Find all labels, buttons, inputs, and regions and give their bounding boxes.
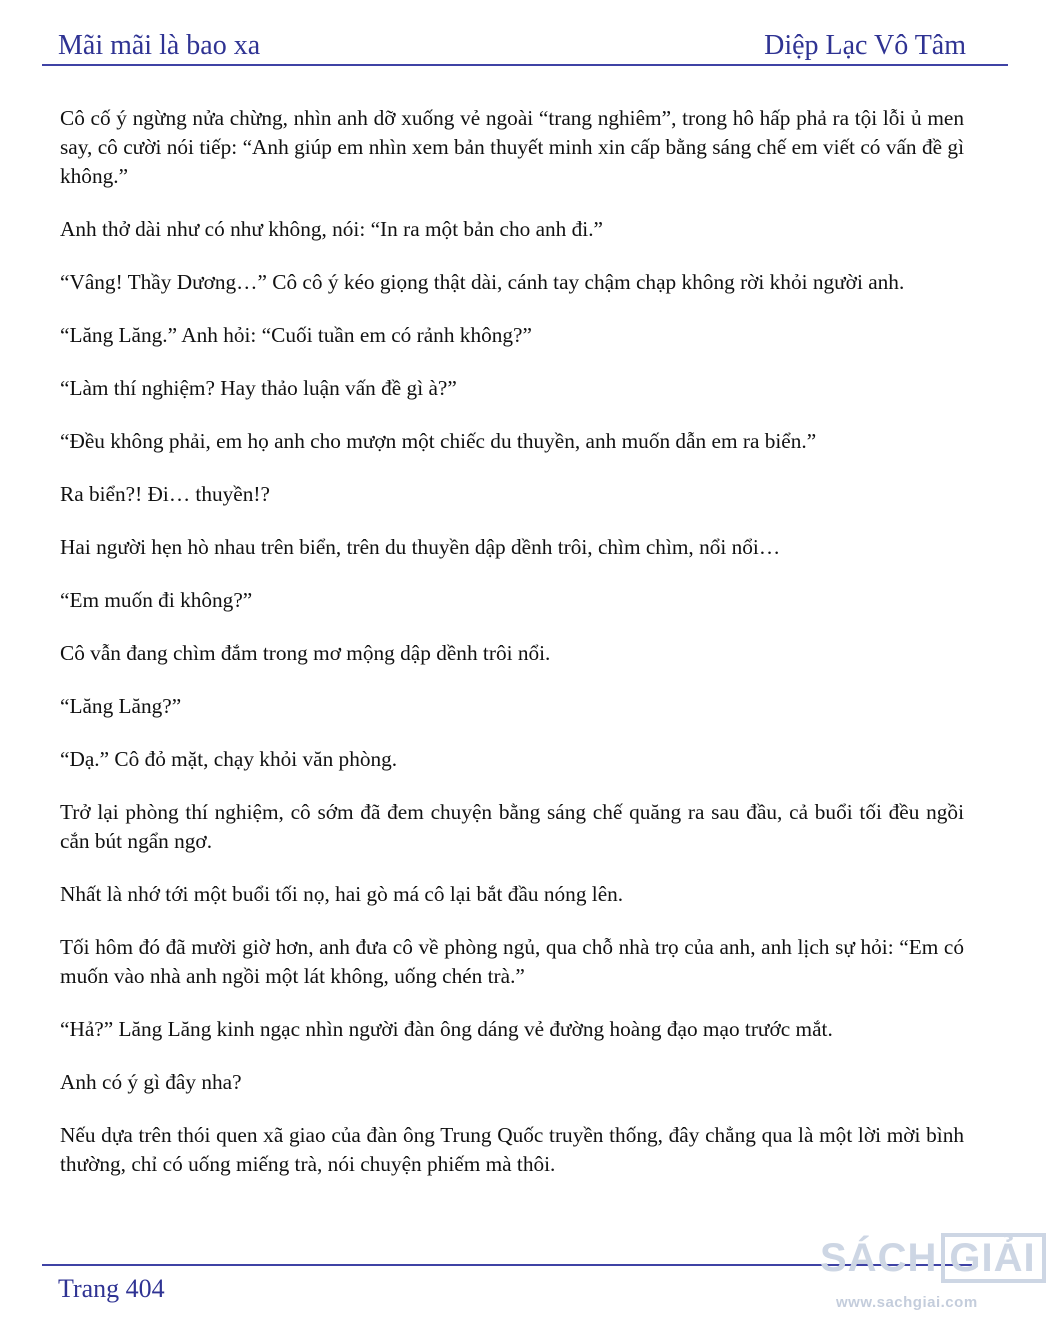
watermark-logo [816,1232,1036,1322]
paragraph: “Em muốn đi không?” [60,588,253,612]
paragraph: Ra biển?! Đi… thuyền!? [60,482,270,506]
book-title: Mãi mãi là bao xa [58,30,261,61]
paragraph: Trở lại phòng thí nghiệm, cô sớm đã đem chuyện bằng sáng chế quăng ra sau đầu, cả buổi tối đều ngồi cắn bút ngẩn ngơ. [60,800,964,853]
paragraph: Cô cố ý ngừng nửa chừng, nhìn anh dỡ xuống vẻ ngoài “trang nghiêm”, trong hô hấp phả ra tội lỗi ủ men say, cô cười nói tiếp: “Anh giúp em nhìn xem bản thuyết minh xin cấp bằng sáng chế em viết có vấn đề gì không.” [60,106,964,188]
author-name: Diệp Lạc Vô Tâm [764,30,966,61]
paragraph: Anh thở dài như có như không, nói: “In ra một bản cho anh đi.” [60,217,603,241]
paragraph: Anh có ý gì đây nha? [60,1070,242,1094]
paragraph: “Làm thí nghiệm? Hay thảo luận vấn đề gì à?” [60,376,457,400]
paragraph: “Lăng Lăng.” Anh hỏi: “Cuối tuần em có rảnh không?” [60,323,532,347]
page-header [58,22,966,62]
paragraph: “Hả?” Lăng Lăng kinh ngạc nhìn người đàn ông dáng vẻ đường hoàng đạo mạo trước mắt. [60,1017,833,1041]
paragraph: “Vâng! Thầy Dương…” Cô cô ý kéo giọng thật dài, cánh tay chậm chạp không rời khỏi người anh. [60,270,905,294]
paragraph: Cô vẫn đang chìm đắm trong mơ mộng dập dềnh trôi nổi. [60,641,551,665]
paragraph: “Đều không phải, em họ anh cho mượn một chiếc du thuyền, anh muốn dẫn em ra biển.” [60,429,817,453]
paragraph: Tối hôm đó đã mười giờ hơn, anh đưa cô về phòng ngủ, qua chỗ nhà trọ của anh, anh lịch sự hỏi: “Em có muốn vào nhà anh ngồi một lát không, uống chén trà.” [60,935,964,988]
watermark-url: www.sachgiai.com [836,1294,978,1311]
page-body [60,104,964,1203]
watermark-brand-left: SÁCH [820,1235,938,1280]
paragraph: Nếu dựa trên thói quen xã giao của đàn ông Trung Quốc truyền thống, đây chẳng qua là một lời mời bình thường, chỉ có uống miếng trà, nói chuyện phiếm mà thôi. [60,1123,964,1176]
paragraph: Hai người hẹn hò nhau trên biển, trên du thuyền dập dềnh trôi, chìm chìm, nổi nổi… [60,535,781,559]
paragraph: “Lăng Lăng?” [60,694,182,718]
paragraph: “Dạ.” Cô đỏ mặt, chạy khỏi văn phòng. [60,747,398,771]
watermark-brand-right: GIẢI [941,1233,1045,1283]
paragraph: Nhất là nhớ tới một buổi tối nọ, hai gò má cô lại bắt đầu nóng lên. [60,882,624,906]
header-divider [42,64,1008,66]
watermark-brand [820,1232,1046,1284]
page-number: Trang 404 [58,1274,165,1303]
